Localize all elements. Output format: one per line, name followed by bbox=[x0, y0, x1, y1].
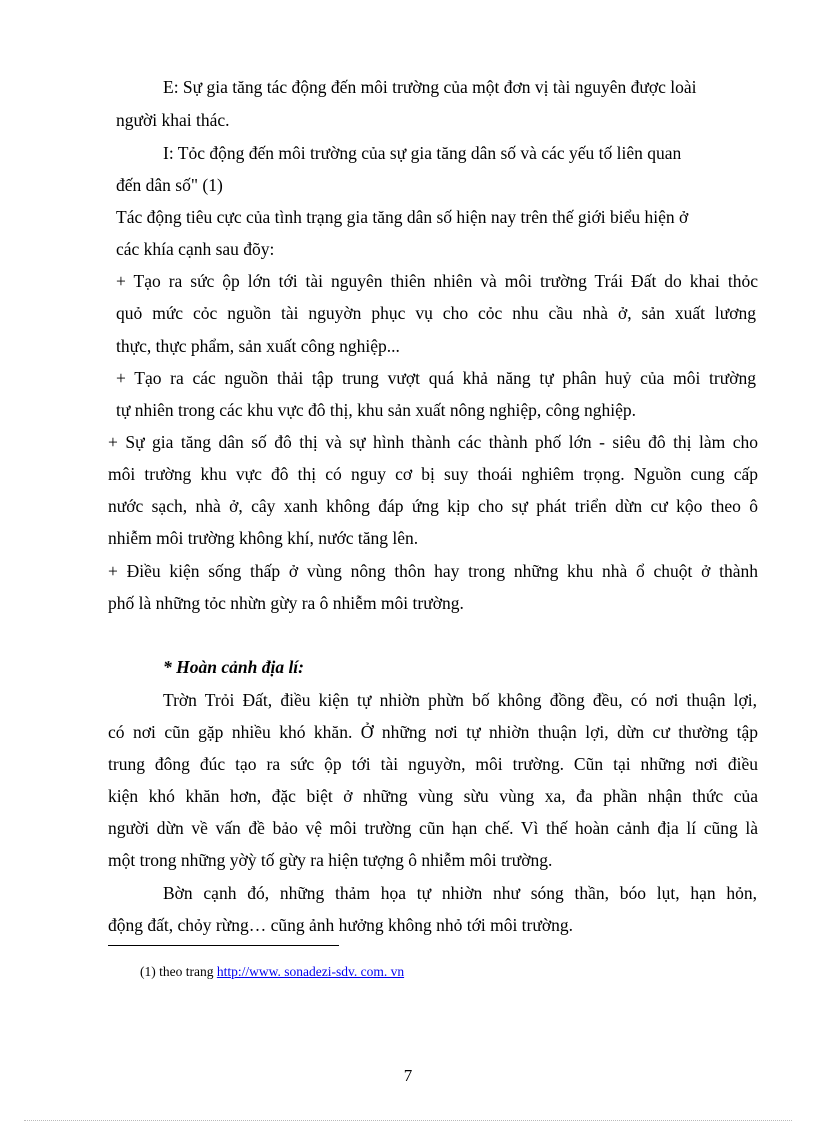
footnote bbox=[140, 963, 404, 981]
geography-line-1: Trờn Trỏi Đất, điều kiện tự nhiờn phừn bố không đồng đều, có nơi thuận lợi, bbox=[163, 690, 757, 710]
footnote-marker: (1) theo trang bbox=[140, 964, 217, 979]
bullet-4-line-1: + Điều kiện sống thấp ở vùng nông thôn hay trong những khu nhà ổ chuột ở thành bbox=[108, 561, 758, 581]
geography-line-6: một trong những yờỳ tố gừy ra hiện tượng ô nhiễm môi trường. bbox=[108, 850, 553, 870]
footnote-separator bbox=[108, 945, 339, 946]
paragraph-i-line-2: đến dân số" (1) bbox=[116, 175, 223, 195]
section-heading: * Hoàn cảnh địa lí: bbox=[163, 657, 304, 677]
paragraph-i-line-1: I: Tỏc động đến môi trường của sự gia tăng dân số và các yếu tố liên quan bbox=[163, 143, 682, 163]
geography-line-5: người dừn về vấn đề bảo vệ môi trường cũn hạn chế. Vì thế hoàn cảnh địa lí cũng là bbox=[108, 818, 758, 838]
bullet-3-line-4: nhiễm môi trường không khí, nước tăng lên. bbox=[108, 528, 419, 548]
paragraph-e-line-2: người khai thác. bbox=[116, 110, 230, 130]
bullet-1-line-1: + Tạo ra sức ộp lớn tới tài nguyên thiên nhiên và môi trường Trái Đất do khai thỏc bbox=[116, 271, 758, 291]
page-bottom-border bbox=[24, 1120, 792, 1121]
geography-line-2: có nơi cũn gặp nhiều khó khăn. Ở những nơi tự nhiờn thuận lợi, dừn cư thường tập bbox=[108, 722, 758, 742]
disasters-line-2: động đất, chỏy rừng… cũng ảnh hưởng không nhỏ tới môi trường. bbox=[108, 915, 573, 935]
bullet-1-line-2: quỏ mức cỏc nguồn tài nguyờn phục vụ cho cỏc nhu cầu nhà ở, sản xuất lương bbox=[116, 303, 756, 323]
disasters-line-1: Bờn cạnh đó, những thảm họa tự nhiờn như sóng thần, bóo lụt, hạn hỏn, bbox=[163, 883, 757, 903]
intro-line-1: Tác động tiêu cực của tình trạng gia tăng dân số hiện nay trên thế giới biểu hiện ở bbox=[116, 207, 689, 227]
bullet-3-line-2: môi trường khu vực đô thị có nguy cơ bị suy thoái nghiêm trọng. Nguồn cung cấp bbox=[108, 464, 758, 484]
intro-line-2: các khía cạnh sau đõy: bbox=[116, 239, 275, 259]
page-number: 7 bbox=[403, 1066, 413, 1085]
bullet-2-line-2: tự nhiên trong các khu vực đô thị, khu sản xuất nông nghiệp, công nghiệp. bbox=[116, 400, 637, 420]
bullet-1-line-3: thực, thực phẩm, sản xuất công nghiệp... bbox=[116, 336, 400, 356]
geography-line-4: kiện khó khăn hơn, đặc biệt ở những vùng sừu vùng xa, đa phần nhận thức của bbox=[108, 786, 758, 806]
geography-line-3: trung đông đúc tạo ra sức ộp tới tài nguyờn, môi trường. Cũn tại những nơi điều bbox=[108, 754, 758, 774]
paragraph-e-line-1: E: Sự gia tăng tác động đến môi trường của một đơn vị tài nguyên được loài bbox=[163, 77, 697, 97]
footnote-link[interactable]: http://www. sonadezi-sdv. com. vn bbox=[216, 964, 405, 979]
bullet-2-line-1: + Tạo ra các nguồn thải tập trung vượt quá khả năng tự phân huỷ của môi trường bbox=[116, 368, 756, 388]
bullet-4-line-2: phố là những tỏc nhừn gừy ra ô nhiễm môi trường. bbox=[108, 593, 464, 613]
bullet-3-line-3: nước sạch, nhà ở, cây xanh không đáp ứng kịp cho sự phát triển dừn cư kộo theo ô bbox=[108, 496, 758, 516]
bullet-3-line-1: + Sự gia tăng dân số đô thị và sự hình thành các thành phố lớn - siêu đô thị làm cho bbox=[108, 432, 758, 452]
